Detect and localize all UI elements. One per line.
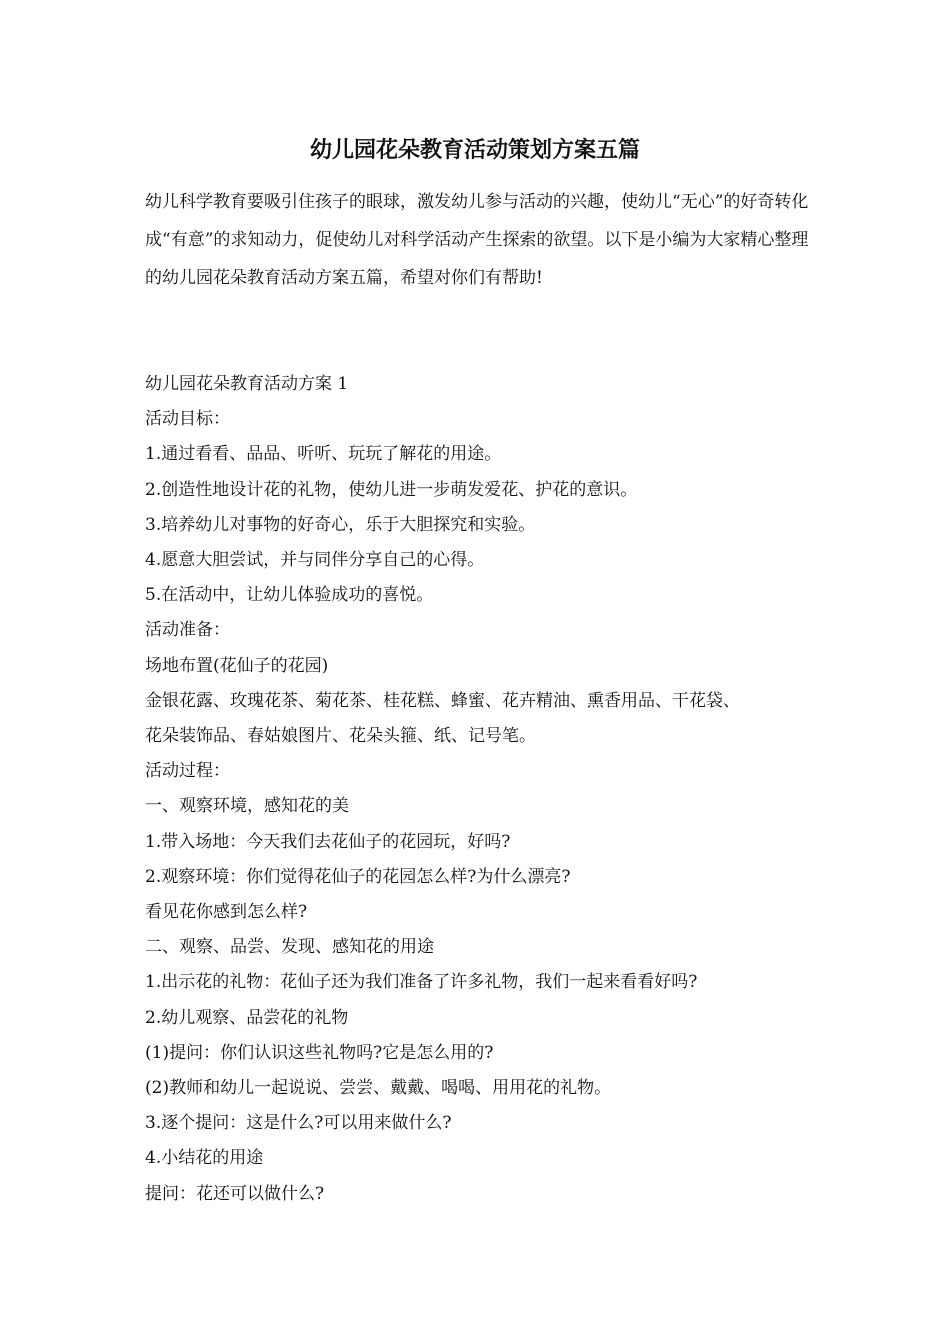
subheading-goals: 活动目标： <box>145 409 230 430</box>
process-item: (1)提问：你们认识这些礼物吗?它是怎么用的? <box>145 1042 494 1063</box>
goal-item: 2.创造性地设计花的礼物，使幼儿进一步萌发爱花、护花的意识。 <box>145 479 638 500</box>
process-step-heading: 一、观察环境，感知花的美 <box>145 796 349 817</box>
document-title: 幼儿园花朵教育活动策划方案五篇 <box>309 137 640 163</box>
preparation-item: 金银花露、玫瑰花茶、菊花茶、桂花糕、蜂蜜、花卉精油、熏香用品、干花袋、 <box>145 690 740 711</box>
process-item: 4.小结花的用途 <box>145 1148 264 1169</box>
process-item: 2.观察环境：你们觉得花仙子的花园怎么样?为什么漂亮? <box>145 866 571 887</box>
subheading-preparation: 活动准备： <box>145 620 230 641</box>
goal-item: 5.在活动中，让幼儿体验成功的喜悦。 <box>145 585 434 606</box>
process-item: 1.出示花的礼物：花仙子还为我们准备了许多礼物，我们一起来看看好吗? <box>145 972 698 993</box>
goal-item: 1.通过看看、品品、听听、玩玩了解花的用途。 <box>145 444 502 465</box>
process-item: (2)教师和幼儿一起说说、尝尝、戴戴、喝喝、用用花的礼物。 <box>145 1078 612 1099</box>
preparation-item: 场地布置(花仙子的花园) <box>145 655 329 676</box>
process-item: 提问：花还可以做什么? <box>145 1183 325 1204</box>
subheading-process: 活动过程： <box>145 761 230 782</box>
process-step-heading: 二、观察、品尝、发现、感知花的用途 <box>145 937 434 958</box>
goal-item: 4.愿意大胆尝试，并与同伴分享自己的心得。 <box>145 550 485 571</box>
process-item: 1.带入场地：今天我们去花仙子的花园玩，好吗? <box>145 831 511 852</box>
body-text <box>145 367 835 1212</box>
process-item: 看见花你感到怎么样? <box>145 902 308 923</box>
preparation-item: 花朵装饰品、春姑娘图片、花朵头箍、纸、记号笔。 <box>145 726 536 747</box>
goal-item: 3.培养幼儿对事物的好奇心，乐于大胆探究和实验。 <box>145 514 536 535</box>
process-item: 3.逐个提问：这是什么?可以用来做什么? <box>145 1113 452 1134</box>
section-heading: 幼儿园花朵教育活动方案 1 <box>145 374 349 394</box>
process-item: 2.幼儿观察、品尝花的礼物 <box>145 1007 349 1028</box>
intro-paragraph: 幼儿科学教育要吸引住孩子的眼球，激发幼儿参与活动的兴趣，使幼儿“无心”的好奇转化成“有意”的求知动力，促使幼儿对科学活动产生探索的欲望。以下是小编为大家精心整理的幼儿园花朵教育活动方案五篇，希望对你们有帮助! <box>145 192 809 288</box>
